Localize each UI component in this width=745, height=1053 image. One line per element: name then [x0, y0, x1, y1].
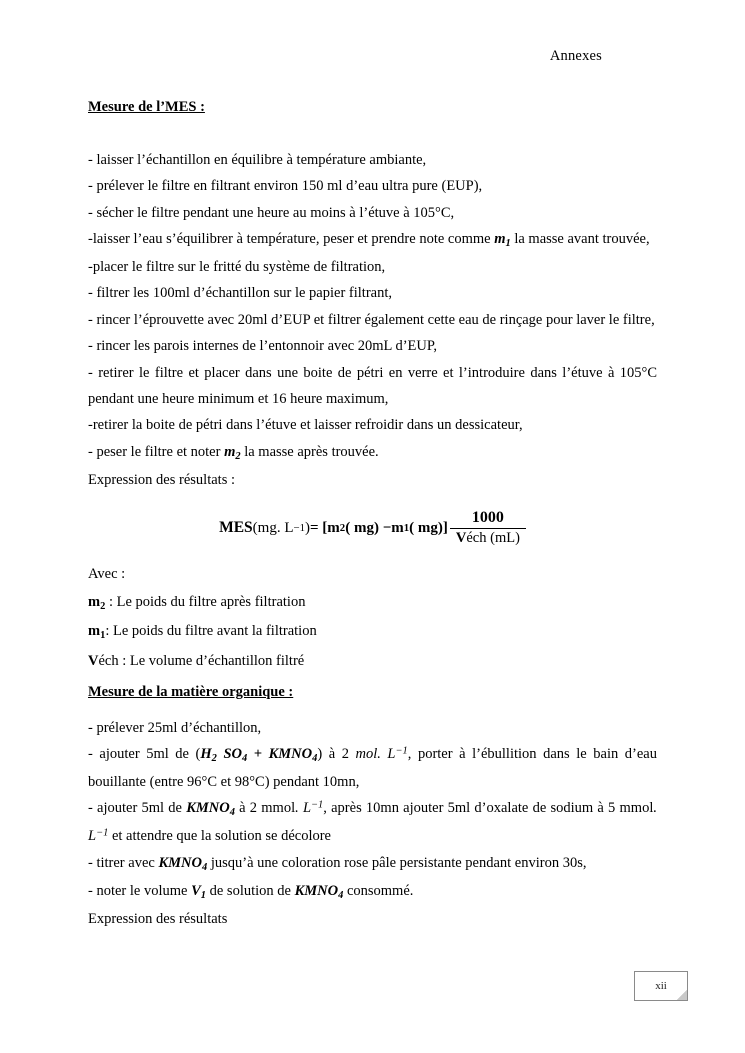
definitions-avec-label: Avec :	[88, 565, 126, 582]
definition-m2-sep: :	[105, 593, 117, 610]
mes-step-10: -retirer la boite de pétri dans l’étuve et laisser refroidir dans un dessicateur,	[88, 417, 523, 434]
section-title-matiere-organique: Mesure de la matière organique :	[88, 683, 294, 700]
mes-step-4-variable: m	[494, 231, 506, 248]
formula-m1-sub: 1	[403, 522, 410, 535]
organic-step-3-unit-exp: −1	[311, 799, 324, 811]
organic-step-5-mid: de solution de	[205, 882, 295, 899]
page-header-annexes: Annexes	[549, 48, 602, 64]
definition-vech-symbol: V	[88, 652, 99, 669]
mes-step-7: - rincer l’éprouvette avec 20ml d’EUP et filtrer également cette eau de rinçage pour laver le filtre,	[88, 311, 655, 328]
mes-step-11-pre: - peser le filtre et noter	[88, 443, 225, 460]
organic-chem-h2so4-so-sub: 4	[241, 753, 248, 765]
definition-m1-symbol: m	[88, 623, 101, 640]
mes-step-6: - filtrer les 100ml d’échantillon sur le papier filtrant,	[88, 285, 392, 302]
formula-m2-unit: ( mg) −	[345, 519, 392, 536]
definition-m2-text: Le poids du filtre après filtration	[116, 593, 306, 610]
mes-step-11-post: la masse après trouvée.	[240, 443, 379, 460]
formula-fraction	[450, 509, 526, 548]
definition-m1	[88, 617, 657, 646]
organic-chem-h2so4-h: H	[200, 746, 212, 763]
organic-chem-kmno4-b-sub: 4	[229, 807, 235, 819]
mes-step-3: - sécher le filtre pendant une heure au moins à l’étuve à 105°C,	[88, 204, 455, 221]
organic-step-4-pre: - titrer avec	[88, 854, 159, 871]
organic-step-3-pre: - ajouter 5ml de	[88, 800, 187, 817]
mes-step-8: - rincer les parois internes de l’entonnoir avec 20mL d’EUP,	[88, 338, 437, 355]
organic-step-5-pre: - noter le volume	[88, 882, 192, 899]
formula-denominator	[450, 528, 526, 547]
formula-equals: = [	[310, 519, 328, 536]
mes-step-1: - laisser l’échantillon en équilibre à température ambiante,	[88, 152, 427, 168]
definition-m2	[88, 588, 657, 617]
mes-step-9: - retirer le filtre et placer dans une boite de pétri en verre et l’introduire dans l’étuve à 105°C pendant une heure minimum et 16 heure maximum,	[88, 364, 657, 407]
organic-chem-kmno4-a: KMNO	[268, 746, 313, 763]
organic-chem-kmno4-c-sub: 4	[201, 861, 208, 873]
organic-step-2	[88, 741, 657, 795]
organic-volume-v1-sub: 1	[200, 889, 206, 901]
mes-formula	[88, 509, 657, 548]
mes-step-4-pre: -laisser l’eau s’équilibrer à température, peser et prendre note comme	[88, 231, 495, 248]
definition-m1-text: Le poids du filtre avant la filtration	[112, 623, 317, 640]
definitions-block	[88, 560, 657, 675]
organic-chem-kmno4-b: KMNO	[186, 800, 230, 817]
formula-numerator: 1000	[471, 508, 504, 526]
organic-step-3-unit: . L	[295, 800, 312, 817]
organic-step-3-end: et attendre que la solution se décolore	[108, 828, 331, 845]
definition-vech-text: éch : Le volume d’échantillon filtré	[98, 652, 305, 669]
organic-chem-kmno4-c: KMNO	[158, 854, 202, 871]
organic-chem-kmno4-a-sub: 4	[312, 753, 318, 765]
organic-step-2-unit: mol. L	[355, 746, 396, 763]
organic-chem-plus: +	[247, 746, 269, 763]
formula-mes-symbol: MES	[219, 519, 253, 537]
formula-m2-sub: 2	[339, 522, 346, 535]
formula-unit-exponent: −1	[293, 522, 305, 535]
organic-step-2-unit-exp: −1	[395, 745, 408, 757]
organic-step-2-mid: ) à 2	[317, 746, 356, 763]
organic-step-4-post: jusqu’à une coloration rose pâle persistante pendant environ 30s,	[207, 854, 587, 871]
organic-volume-v1: V	[191, 882, 201, 899]
organic-chem-kmno4-d: KMNO	[294, 882, 339, 899]
organic-step-1: - prélever 25ml d’échantillon,	[88, 719, 262, 736]
formula-unit-open: (mg. L	[252, 519, 294, 536]
page-number-badge	[634, 971, 688, 1001]
mes-step-5: -placer le filtre sur le fritté du système de filtration,	[88, 259, 386, 276]
mes-step-11	[88, 439, 657, 467]
mes-step-11-variable: m	[224, 443, 236, 460]
organic-chem-h2so4-so: SO	[216, 746, 242, 763]
mes-expression-label: Expression des résultats :	[88, 471, 235, 488]
organic-chem-kmno4-d-sub: 4	[338, 889, 344, 901]
organic-step-3-unit2: . L	[88, 800, 657, 845]
page-number-text: xii	[655, 980, 667, 992]
mes-step-11-variable-sub: 2	[235, 450, 241, 462]
definition-vech	[88, 647, 657, 675]
section-title-mes: Mesure de l’MES :	[88, 99, 205, 115]
mes-step-4	[88, 226, 657, 254]
mes-step-4-post: la masse avant trouvée,	[510, 231, 650, 248]
mes-step-2: - prélever le filtre en filtrant environ 150 ml d’eau ultra pure (EUP),	[88, 178, 483, 195]
organic-expression-label: Expression des résultats	[88, 910, 228, 927]
mes-step-4-variable-sub: 1	[505, 238, 511, 250]
formula-denominator-rest: éch (mL)	[466, 530, 520, 547]
organic-step-3-post: , après 10mn ajouter 5ml d’oxalate de sodium à 5 mmol	[323, 800, 654, 817]
definition-m2-symbol: m	[88, 593, 101, 610]
organic-step-3-unit2-exp: −1	[96, 827, 109, 839]
definition-m1-sub: 1	[100, 630, 106, 642]
organic-step-5-post: consommé.	[343, 882, 414, 899]
formula-unit-close: )	[305, 519, 310, 536]
organic-step-3-mid: à 2 mmol	[234, 800, 296, 817]
formula-m1-unit: ( mg)]	[409, 519, 448, 536]
formula-denominator-v: V	[455, 530, 467, 547]
formula-m2: m	[327, 519, 340, 536]
organic-step-5	[88, 878, 657, 906]
definition-m2-sub: 2	[100, 600, 106, 612]
formula-m1: m	[391, 519, 404, 536]
organic-step-3	[88, 795, 657, 849]
organic-step-2-post: , porter à l’ébullition dans le bain d’eau bouillante (entre 96°C et 98°C) pendant 10mn,	[88, 746, 657, 791]
organic-step-4	[88, 850, 657, 878]
definition-m1-sep: :	[105, 623, 113, 640]
organic-step-2-pre: - ajouter 5ml de (	[88, 746, 201, 763]
organic-chem-h2so4-h-sub: 2	[211, 753, 217, 765]
